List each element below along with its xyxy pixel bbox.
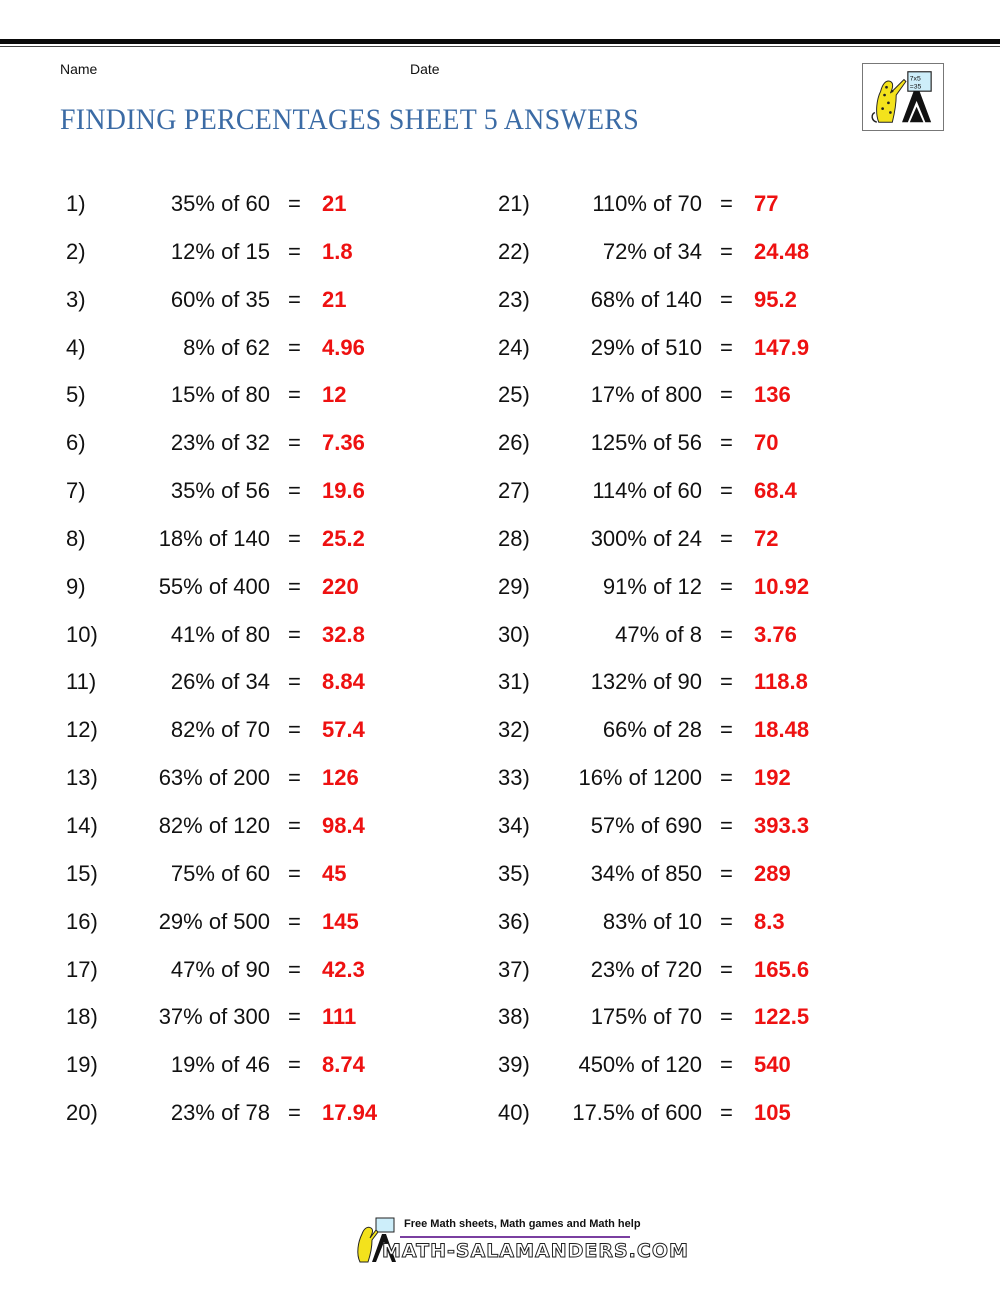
salamander-logo-icon xyxy=(862,63,944,131)
equals-sign: = xyxy=(288,525,301,551)
problem-number: 19) xyxy=(66,1052,98,1078)
problem-question: 35% of 60 xyxy=(170,191,270,216)
problem-question: 18% of 140 xyxy=(158,525,270,551)
problem-answer: 32.8 xyxy=(322,621,365,647)
problem-answer: 393.3 xyxy=(754,812,810,838)
problem-answer: 17.94 xyxy=(322,1100,378,1126)
svg-text:=35: =35 xyxy=(909,83,922,91)
problem-question: 82% of 70 xyxy=(170,717,270,743)
problem-answer: 42.3 xyxy=(322,956,365,982)
problem-answer: 25.2 xyxy=(322,525,365,551)
problem-question: 47% of 90 xyxy=(170,956,270,982)
equals-sign: = xyxy=(288,908,301,934)
svg-text:7x5: 7x5 xyxy=(909,75,921,83)
equals-sign: = xyxy=(288,765,301,791)
problem-number: 13) xyxy=(66,765,98,791)
problem-question: 132% of 90 xyxy=(590,669,702,695)
problem-question: 63% of 200 xyxy=(158,765,270,791)
problem-question: 19% of 46 xyxy=(170,1052,270,1078)
problem-answer: 4.96 xyxy=(322,334,365,360)
problem-question: 450% of 120 xyxy=(578,1052,702,1078)
problem-answer: 45 xyxy=(322,860,347,886)
equals-sign: = xyxy=(720,191,733,216)
problem-number: 39) xyxy=(498,1052,530,1078)
problem-number: 21) xyxy=(498,191,530,216)
problem-answer: 136 xyxy=(754,382,791,408)
problem-question: 12% of 15 xyxy=(170,238,270,264)
problem-number: 34) xyxy=(498,812,530,838)
problem-number: 11) xyxy=(66,669,97,695)
equals-sign: = xyxy=(720,1100,733,1126)
equals-sign: = xyxy=(720,669,733,695)
problem-answer: 111 xyxy=(322,1004,357,1030)
problem-number: 17) xyxy=(66,956,98,982)
equals-sign: = xyxy=(288,478,301,504)
problem-number: 3) xyxy=(66,286,86,312)
problem-question: 175% of 70 xyxy=(590,1004,702,1030)
problem-question: 47% of 8 xyxy=(615,621,702,647)
problem-answer: 77 xyxy=(754,191,779,216)
equals-sign: = xyxy=(720,765,733,791)
problem-question: 23% of 78 xyxy=(170,1100,270,1126)
header-rule-thick xyxy=(0,39,1000,44)
problem-number: 32) xyxy=(498,717,530,743)
problem-number: 38) xyxy=(498,1004,530,1030)
equals-sign: = xyxy=(720,525,733,551)
problem-answer: 1.8 xyxy=(322,238,353,264)
equals-sign: = xyxy=(720,1004,733,1030)
problem-question: 55% of 400 xyxy=(158,573,270,599)
problem-answer: 57.4 xyxy=(322,717,365,743)
problem-number: 1) xyxy=(66,191,86,216)
equals-sign: = xyxy=(288,717,301,743)
problem-number: 9) xyxy=(66,573,86,599)
problem-number: 27) xyxy=(498,478,530,504)
problem-answer: 192 xyxy=(754,765,791,791)
problem-question: 23% of 32 xyxy=(170,430,270,456)
problem-answer: 10.92 xyxy=(754,573,810,599)
equals-sign: = xyxy=(720,956,733,982)
problem-number: 30) xyxy=(498,621,530,647)
problem-number: 14) xyxy=(66,812,98,838)
equals-sign: = xyxy=(288,1100,301,1126)
problem-number: 36) xyxy=(498,908,530,934)
problem-number: 5) xyxy=(66,382,86,408)
problem-question: 23% of 720 xyxy=(590,956,702,982)
problem-answer: 18.48 xyxy=(754,717,810,743)
equals-sign: = xyxy=(720,334,733,360)
problem-question: 15% of 80 xyxy=(170,382,270,408)
problem-question: 57% of 690 xyxy=(590,812,702,838)
equals-sign: = xyxy=(720,382,733,408)
problem-question: 125% of 56 xyxy=(590,430,702,456)
problem-number: 29) xyxy=(498,573,530,599)
problem-question: 16% of 1200 xyxy=(578,765,702,791)
problem-answer: 72 xyxy=(754,525,779,551)
problem-number: 22) xyxy=(498,238,530,264)
problem-question: 17.5% of 600 xyxy=(572,1100,702,1126)
problem-number: 25) xyxy=(498,382,530,408)
problem-answer: 165.6 xyxy=(754,956,810,982)
problem-number: 15) xyxy=(66,860,98,886)
problem-number: 35) xyxy=(498,860,530,886)
problem-number: 16) xyxy=(66,908,98,934)
equals-sign: = xyxy=(720,573,733,599)
equals-sign: = xyxy=(288,1004,301,1030)
equals-sign: = xyxy=(288,621,301,647)
equals-sign: = xyxy=(288,1052,301,1078)
equals-sign: = xyxy=(720,717,733,743)
problem-number: 20) xyxy=(66,1100,98,1126)
equals-sign: = xyxy=(288,191,301,216)
problem-answer: 540 xyxy=(754,1052,791,1078)
problem-question: 83% of 10 xyxy=(602,908,702,934)
problem-number: 23) xyxy=(498,286,530,312)
problem-question: 114% of 60 xyxy=(592,478,702,504)
footer-tagline: Free Math sheets, Math games and Math help xyxy=(404,1218,641,1230)
problem-question: 91% of 12 xyxy=(602,573,702,599)
problem-question: 110% of 70 xyxy=(592,191,702,216)
equals-sign: = xyxy=(720,621,733,647)
problem-answer: 105 xyxy=(754,1100,791,1126)
problem-question: 82% of 120 xyxy=(158,812,270,838)
problem-answer: 19.6 xyxy=(322,478,365,504)
problem-number: 40) xyxy=(498,1100,530,1126)
problem-question: 34% of 850 xyxy=(590,860,702,886)
problem-number: 28) xyxy=(498,525,530,551)
problem-question: 66% of 28 xyxy=(602,717,702,743)
problem-question: 37% of 300 xyxy=(158,1004,270,1030)
problem-question: 29% of 500 xyxy=(158,908,270,934)
problem-question: 8% of 62 xyxy=(183,334,270,360)
problem-answer: 70 xyxy=(754,430,779,456)
problem-question: 300% of 24 xyxy=(590,525,702,551)
problem-answer: 7.36 xyxy=(322,430,365,456)
problem-number: 6) xyxy=(66,430,86,456)
problem-question: 75% of 60 xyxy=(170,860,270,886)
problem-number: 7) xyxy=(66,478,86,504)
equals-sign: = xyxy=(720,812,733,838)
problem-number: 12) xyxy=(66,717,98,743)
footer-site-name: MATH-SALAMANDERS.COM xyxy=(382,1240,689,1262)
problem-answer: 126 xyxy=(322,765,359,791)
equals-sign: = xyxy=(288,669,301,695)
date-label: Date xyxy=(410,61,440,77)
problem-answer: 98.4 xyxy=(322,812,365,838)
equals-sign: = xyxy=(288,956,301,982)
problem-question: 41% of 80 xyxy=(170,621,270,647)
problem-answer: 8.3 xyxy=(754,908,785,934)
problem-answer: 21 xyxy=(322,191,347,216)
problem-number: 24) xyxy=(498,334,530,360)
equals-sign: = xyxy=(288,238,301,264)
equals-sign: = xyxy=(288,382,301,408)
footer-branding xyxy=(352,1214,689,1266)
problem-answer: 8.84 xyxy=(322,669,365,695)
page-title: FINDING PERCENTAGES SHEET 5 ANSWERS xyxy=(60,103,640,136)
equals-sign: = xyxy=(720,238,733,264)
problem-number: 31) xyxy=(498,669,530,695)
problem-answer: 289 xyxy=(754,860,791,886)
problem-answer: 95.2 xyxy=(754,286,797,312)
problem-answer: 118.8 xyxy=(754,669,808,695)
problem-question: 68% of 140 xyxy=(590,286,702,312)
equals-sign: = xyxy=(720,478,733,504)
name-label: Name xyxy=(60,61,98,77)
equals-sign: = xyxy=(288,286,301,312)
equals-sign: = xyxy=(288,812,301,838)
problem-answer: 68.4 xyxy=(754,478,797,504)
problem-answer: 145 xyxy=(322,908,359,934)
footer-divider xyxy=(400,1236,630,1238)
equals-sign: = xyxy=(720,908,733,934)
problem-number: 8) xyxy=(66,525,86,551)
equals-sign: = xyxy=(288,430,301,456)
problem-question: 29% of 510 xyxy=(590,334,702,360)
equals-sign: = xyxy=(288,334,301,360)
equals-sign: = xyxy=(720,430,733,456)
problem-question: 60% of 35 xyxy=(170,286,270,312)
equals-sign: = xyxy=(720,860,733,886)
problem-question: 72% of 34 xyxy=(602,238,702,264)
problem-number: 37) xyxy=(498,956,530,982)
problem-number: 4) xyxy=(66,334,86,360)
problem-question: 26% of 34 xyxy=(170,669,270,695)
problem-answer: 3.76 xyxy=(754,621,797,647)
header-rule-thin xyxy=(0,46,1000,47)
equals-sign: = xyxy=(288,573,301,599)
equals-sign: = xyxy=(720,286,733,312)
problem-number: 26) xyxy=(498,430,530,456)
problem-number: 10) xyxy=(66,621,98,647)
problem-answer: 12 xyxy=(322,382,347,408)
problem-answer: 147.9 xyxy=(754,334,810,360)
equals-sign: = xyxy=(720,1052,733,1078)
problem-number: 18) xyxy=(66,1004,98,1030)
problem-answer: 21 xyxy=(322,286,347,312)
problem-number: 2) xyxy=(66,238,86,264)
equals-sign: = xyxy=(288,860,301,886)
problem-question: 17% of 800 xyxy=(590,382,702,408)
problem-question: 35% of 56 xyxy=(170,478,270,504)
problem-number: 33) xyxy=(498,765,530,791)
problem-answer: 220 xyxy=(322,573,359,599)
problem-answer: 8.74 xyxy=(322,1052,365,1078)
problem-answer: 122.5 xyxy=(754,1004,810,1030)
problem-answer: 24.48 xyxy=(754,238,810,264)
